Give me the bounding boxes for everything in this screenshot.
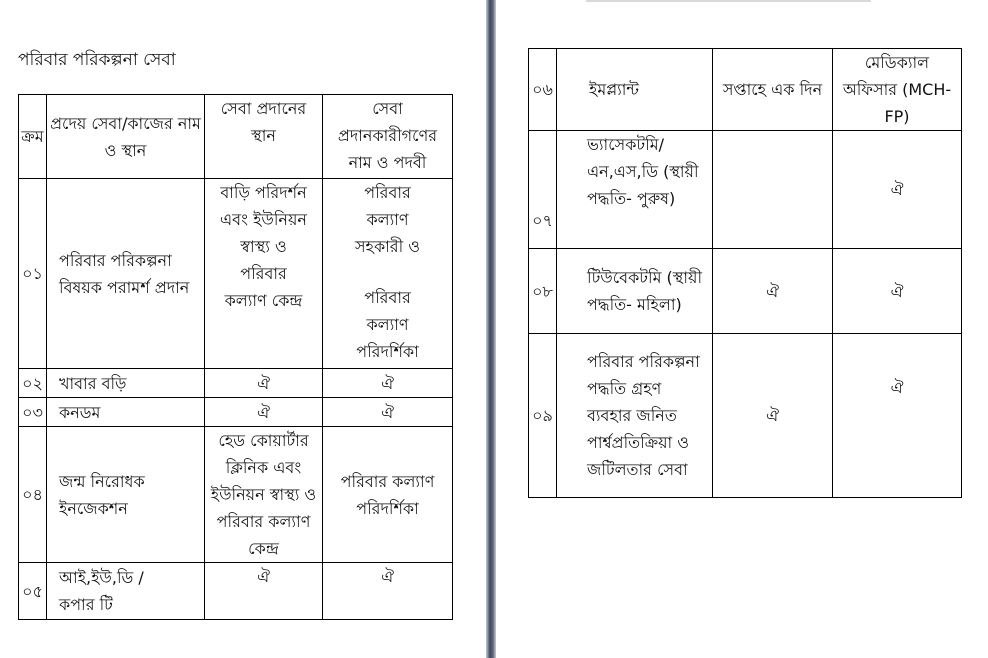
provider-cell: ঐ bbox=[323, 563, 453, 620]
page-divider bbox=[486, 0, 496, 658]
provider-cell: ঐ bbox=[833, 334, 962, 498]
provider-cell bbox=[323, 179, 453, 369]
place-cell: ঐ bbox=[205, 563, 323, 620]
row-number: ০১ bbox=[19, 179, 47, 369]
table-row bbox=[529, 49, 962, 131]
row-number: ০৫ bbox=[19, 563, 47, 620]
place-cell: সপ্তাহে এক দিন bbox=[713, 49, 833, 131]
header-place: সেবা প্রদানের স্থান bbox=[205, 95, 323, 179]
table-row bbox=[19, 398, 453, 427]
provider-text-b: পরিবার কল্যাণ পরিদর্শিকা bbox=[356, 288, 419, 361]
provider-cell: ঐ bbox=[833, 131, 962, 249]
table-row bbox=[529, 131, 962, 249]
service-cell: জন্ম নিরোধক ইনজেকশন bbox=[47, 427, 205, 563]
row-number: ০৯ bbox=[529, 334, 557, 498]
provider-cell: পরিবার কল্যাণ পরিদর্শিকা bbox=[323, 427, 453, 563]
header-serial: ক্রম bbox=[19, 95, 47, 179]
services-table-left bbox=[18, 94, 453, 620]
table-row bbox=[19, 563, 453, 620]
table-row bbox=[529, 334, 962, 498]
place-cell: ঐ bbox=[713, 249, 833, 334]
place-cell bbox=[713, 131, 833, 249]
header-rule bbox=[586, 0, 871, 2]
place-cell: ঐ bbox=[205, 398, 323, 427]
service-cell: টিউবেকটমি (স্থায়ী পদ্ধতি- মহিলা) bbox=[557, 249, 713, 334]
row-number: ০৬ bbox=[529, 49, 557, 131]
provider-text-a: পরিবার কল্যাণ সহকারী ও bbox=[354, 183, 421, 256]
service-cell: ভ্যাসেকটমি/ এন,এস,ডি (স্থায়ী পদ্ধতি- পুরুষ) bbox=[557, 131, 713, 249]
service-cell: ইমপ্ল্যান্ট bbox=[557, 49, 713, 131]
service-cell: পরিবার পরিকল্পনা বিষয়ক পরামর্শ প্রদান bbox=[47, 179, 205, 369]
place-cell: হেড কোয়ার্টার ক্লিনিক এবং ইউনিয়ন স্বাস্থ্য ও পরিবার কল্যাণ কেন্দ্র bbox=[205, 427, 323, 563]
provider-cell: ঐ bbox=[323, 369, 453, 398]
left-page bbox=[0, 0, 486, 658]
services-table-right bbox=[528, 48, 962, 498]
row-number: ০৩ bbox=[19, 398, 47, 427]
header-service: প্রদেয় সেবা/কাজের নাম ও স্থান bbox=[47, 95, 205, 179]
table-row bbox=[19, 369, 453, 398]
row-number: ০৮ bbox=[529, 249, 557, 334]
right-page bbox=[496, 0, 988, 658]
row-number: ০৪ bbox=[19, 427, 47, 563]
header-provider: সেবা প্রদানকারীগণের নাম ও পদবী bbox=[323, 95, 453, 179]
table-row bbox=[529, 249, 962, 334]
table-header-row bbox=[19, 95, 453, 179]
place-cell: ঐ bbox=[713, 334, 833, 498]
service-cell: আই,ইউ,ডি / কপার টি bbox=[47, 563, 205, 620]
table-row bbox=[19, 427, 453, 563]
section-heading: পরিবার পরিকল্পনা সেবা bbox=[18, 50, 176, 70]
provider-cell: ঐ bbox=[323, 398, 453, 427]
row-number: ০২ bbox=[19, 369, 47, 398]
service-cell: পরিবার পরিকল্পনা পদ্ধতি গ্রহণ ব্যবহার জনিত পার্শ্বপ্রতিক্রিয়া ও জটিলতার সেবা bbox=[557, 334, 713, 498]
service-cell: কনডম bbox=[47, 398, 205, 427]
service-cell: খাবার বড়ি bbox=[47, 369, 205, 398]
place-cell: ঐ bbox=[205, 369, 323, 398]
provider-cell: মেডিক্যাল অফিসার (MCH-FP) bbox=[833, 49, 962, 131]
row-number: ০৭ bbox=[529, 131, 557, 249]
place-cell: বাড়ি পরিদর্শন এবং ইউনিয়ন স্বাস্থ্য ও পরিবার কল্যাণ কেন্দ্র bbox=[205, 179, 323, 369]
provider-cell: ঐ bbox=[833, 249, 962, 334]
table-row bbox=[19, 179, 453, 369]
